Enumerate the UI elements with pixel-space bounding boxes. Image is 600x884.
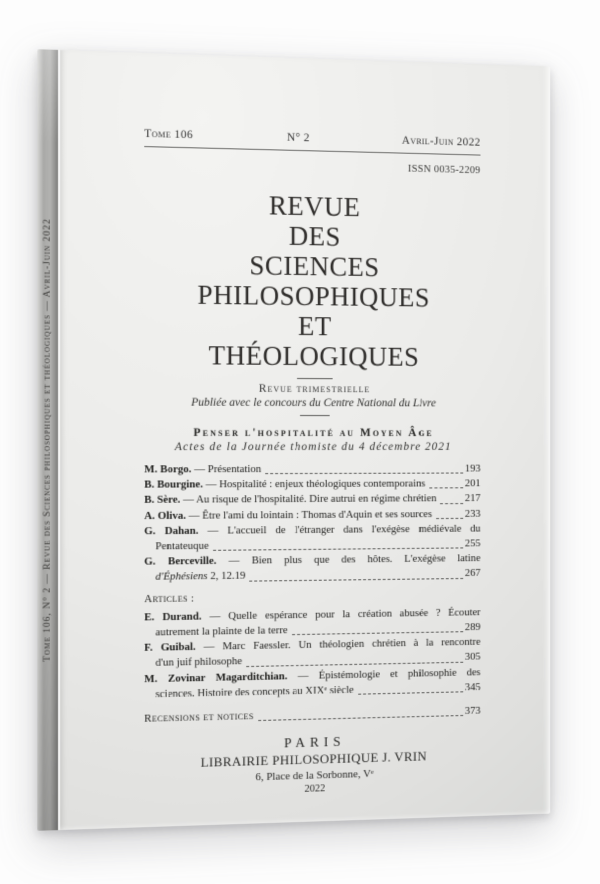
dot-leader xyxy=(292,620,463,635)
toc-title: — Marc Faessler. Un théologien chrétien à la rencontre xyxy=(203,636,481,654)
publisher-name: LIBRAIRIE PHILOSOPHIQUE J. VRIN xyxy=(200,748,427,771)
dot-leader xyxy=(440,492,463,504)
toc-title: — Au risque de l'hospitalité. Dire autrui en régime chrétien xyxy=(183,492,437,507)
divider xyxy=(297,378,333,379)
issue-number: N° 2 xyxy=(286,131,310,145)
toc-title: — Présentation xyxy=(194,463,262,476)
dot-leader xyxy=(358,680,463,694)
toc-entry xyxy=(144,477,480,494)
toc-title: — Épistémologie et philosophie des xyxy=(297,665,481,682)
recensions-row xyxy=(144,704,480,727)
toc-entry xyxy=(144,551,480,585)
toc-page: 345 xyxy=(464,680,481,694)
publisher-city: PARIS xyxy=(284,734,346,751)
toc-page: 267 xyxy=(464,567,481,580)
toc-title: — Hospitalité : enjeux théologiques contemporains xyxy=(205,477,426,491)
toc-page: 217 xyxy=(464,492,481,505)
toc-title-wrap: sciences. Histoire des concepts au XIXᵉ siècle xyxy=(155,683,354,701)
toc-author: A. Oliva. xyxy=(144,509,186,522)
toc-author: M. Borgo. xyxy=(144,463,192,476)
toc-title: — Bien plus que des hôtes. L'exégèse latine xyxy=(228,552,481,568)
toc-entry xyxy=(144,521,480,554)
toc-page: 373 xyxy=(464,704,481,717)
title-line-3: SCIENCES PHILOSOPHIQUES xyxy=(197,250,430,313)
dossier-subtitle: Actes de la Journée thomiste du 4 décembre 2021 xyxy=(174,440,452,454)
publisher-year: 2022 xyxy=(304,783,326,796)
dot-leader xyxy=(265,462,463,475)
toc-author: G. Berceville. xyxy=(144,555,217,568)
journal-title xyxy=(144,188,480,372)
spine-title: Tome 106, N° 2 — Revue des Sciences philosophiques et théologiques — Avril-Juin 2022 xyxy=(42,218,53,662)
toc-title-wrap: d'un juif philosophe xyxy=(155,655,243,670)
cover-header xyxy=(144,128,480,149)
periodicity-label: Revue trimestrielle xyxy=(258,382,371,396)
toc-author: G. Dahan. xyxy=(144,524,199,538)
toc-page: 201 xyxy=(464,477,481,490)
dot-leader xyxy=(213,537,463,551)
publisher-block xyxy=(144,731,480,801)
toc-author: F. Guibal. xyxy=(144,641,196,655)
toc-title: — Être l'ami du lointain : Thomas d'Aquin et ses sources xyxy=(188,507,433,522)
toc-author: M. Zovinar Magarditchian. xyxy=(144,669,288,685)
issue-date: Avril-Juin 2022 xyxy=(401,134,481,149)
issn-label: ISSN 0035-2209 xyxy=(407,163,481,177)
title-line-1: REVUE xyxy=(268,190,361,223)
toc-page: 305 xyxy=(464,651,481,664)
divider xyxy=(300,415,330,416)
title-line-5: THÉOLOGIQUES xyxy=(208,340,420,372)
toc-page: 289 xyxy=(464,621,481,634)
header-rule xyxy=(144,146,480,156)
title-line-2: DES xyxy=(288,220,341,252)
toc-title: — Quelle espérance pour la création abusée ? Écouter xyxy=(209,606,481,623)
journal-book xyxy=(37,49,550,831)
articles-heading: Articles : xyxy=(144,592,195,605)
toc-entry xyxy=(144,462,480,478)
dot-leader xyxy=(258,704,463,721)
cover-content xyxy=(144,53,480,800)
toc-title-wrap: d'Éphésiens 2, 12.19 xyxy=(155,570,246,584)
toc-author: E. Durand. xyxy=(144,610,202,624)
toc-title: — L'accueil de l'étranger dans l'exégèse médiévale du xyxy=(207,522,481,537)
toc-title-wrap: autrement la plainte de la terre xyxy=(155,624,288,639)
funding-note: Publiée avec le concours du Centre National du Livre xyxy=(191,396,436,410)
dot-leader xyxy=(250,567,463,582)
toc-title-wrap: Pentateuque xyxy=(155,539,209,553)
toc-page: 233 xyxy=(464,507,481,520)
toc-author: B. Sère. xyxy=(144,493,181,507)
publisher-address: 6, Place de la Sorbonne, Vᵉ xyxy=(255,768,374,784)
toc-entry xyxy=(144,665,480,703)
dot-leader xyxy=(436,507,463,519)
title-line-4: ET xyxy=(298,310,332,342)
toc-author: B. Bourgine. xyxy=(144,478,203,491)
toc-page: 193 xyxy=(464,462,481,475)
table-of-contents xyxy=(144,462,480,727)
dossier-title: Penser l'hospitalité au Moyen Âge xyxy=(193,426,434,440)
book-cover xyxy=(58,50,550,830)
dot-leader xyxy=(429,477,463,489)
tome-label: Tome 106 xyxy=(144,127,194,142)
dot-leader xyxy=(246,650,463,666)
recensions-label: Recensions et notices xyxy=(144,710,254,725)
book-spine xyxy=(37,49,58,831)
toc-page: 255 xyxy=(464,537,481,550)
